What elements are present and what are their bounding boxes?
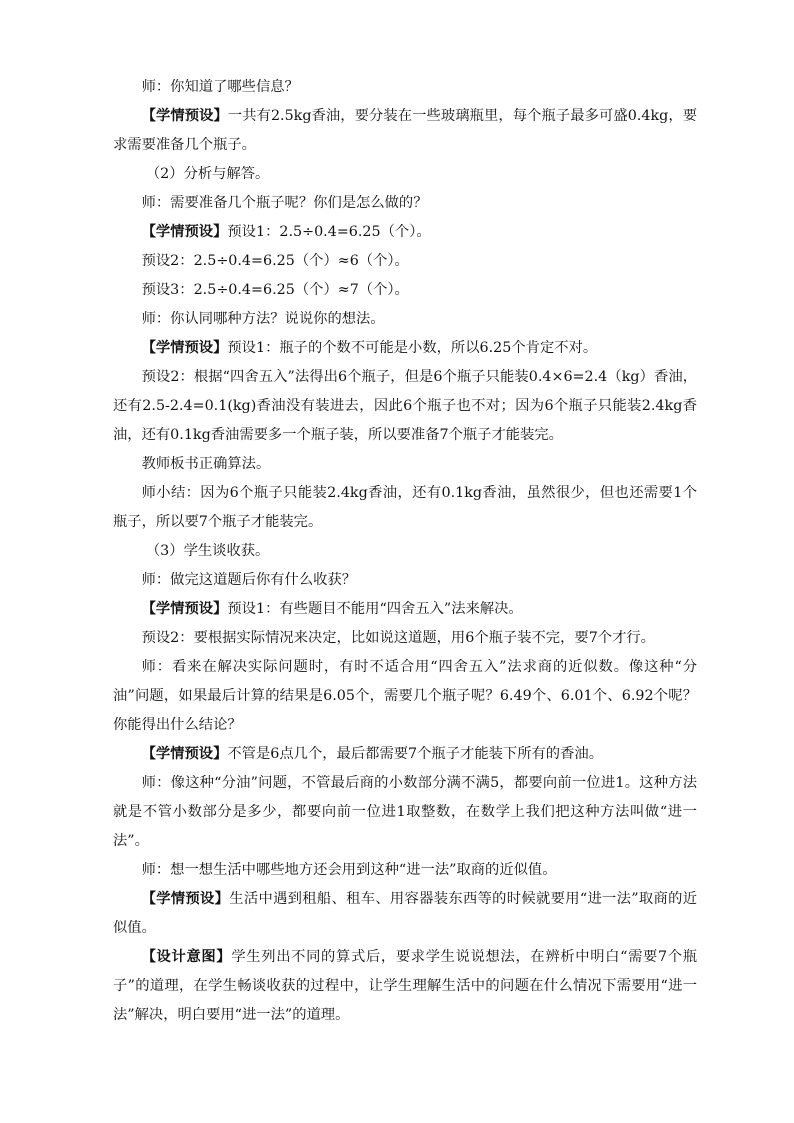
- paragraph: [113, 624, 697, 653]
- paragraph-text: 师小结：因为6个瓶子只能装2.4kg香油，还有0.1kg香油，虽然很少，但也还需要1个瓶子，所以要7个瓶子才能装完。: [113, 485, 697, 530]
- section-tag: 【学情预设】: [141, 340, 228, 356]
- paragraph-text: 学生列出不同的算式后，要求学生说说想法，在辨析中明白“需要7个瓶子”的道理，在学生畅谈收获的过程中，让学生理解生活中的问题在什么情况下需要用“进一法”解决，明白要用“进一法”的道理。: [113, 949, 698, 1023]
- paragraph: [113, 73, 697, 102]
- paragraph-text: 师：做完这道题后你有什么收获？: [141, 572, 357, 588]
- paragraph-text: 生活中遇到租船、租车、用容器装东西等的时候就要用“进一法”取商的近似值。: [113, 891, 698, 936]
- paragraph-text: 预设1：有些题目不能用“四舍五入”法来解决。: [227, 601, 523, 617]
- section-tag: 【设计意图】: [141, 949, 232, 965]
- paragraph-text: 一共有2.5kg香油，要分装在一些玻璃瓶里，每个瓶子最多可盛0.4kg，要求需要准备几个瓶子。: [113, 108, 698, 153]
- paragraph-text: 预设1：瓶子的个数不可能是小数，所以6.25个肯定不对。: [227, 340, 598, 356]
- paragraph: [113, 189, 697, 218]
- paragraph-text: 师：需要准备几个瓶子呢？你们是怎么做的？: [141, 195, 428, 211]
- paragraph-text: 预设2：2.5÷0.4=6.25（个）≈6（个）。: [141, 253, 409, 269]
- section-tag: 【学情预设】: [141, 108, 228, 124]
- paragraph: [113, 885, 697, 943]
- paragraph-text: 教师板书正确算法。: [141, 456, 271, 472]
- paragraph: [113, 856, 697, 885]
- paragraph-text: 预设2：要根据实际情况来决定，比如说这道题，用6个瓶子装不完，要7个才行。: [141, 630, 655, 646]
- section-tag: 【学情预设】: [141, 891, 230, 907]
- paragraph: [113, 769, 697, 856]
- paragraph: [113, 305, 697, 334]
- paragraph-text: 预设2：根据“四舍五入”法得出6个瓶子，但是6个瓶子只能装0.4×6=2.4（kg）香油，还有2.5-2.4=0.1(kg)香油没有装进去，因此6个瓶子也不对；因为6个瓶子只能装2.4kg香油，还有0.1kg香油需要多一个瓶子装，所以要准备7个瓶子才能装完。: [113, 369, 697, 443]
- paragraph: [113, 537, 697, 566]
- paragraph-text: 师：想一想生活中哪些地方还会用到这种“进一法”取商的近似值。: [141, 862, 557, 878]
- paragraph: [113, 160, 697, 189]
- paragraph: [113, 247, 697, 276]
- paragraph: [113, 276, 697, 305]
- paragraph: [113, 740, 697, 769]
- paragraph: [113, 943, 697, 1030]
- section-tag: 【学情预设】: [141, 601, 228, 617]
- paragraph-text: 预设1：2.5÷0.4=6.25（个）。: [227, 224, 431, 240]
- paragraph-text: 师：你认同哪种方法？说说你的想法。: [141, 311, 385, 327]
- paragraph-text: （2）分析与解答。: [145, 166, 270, 182]
- paragraph-text: 不管是6点几个，最后都需要7个瓶子才能装下所有的香油。: [227, 746, 603, 762]
- section-tag: 【学情预设】: [141, 746, 228, 762]
- lesson-text: [113, 73, 697, 1030]
- paragraph-text: （3）学生谈收获。: [145, 543, 270, 559]
- paragraph: [113, 653, 697, 740]
- paragraph: [113, 595, 697, 624]
- paragraph: [113, 363, 697, 450]
- paragraph: [113, 479, 697, 537]
- paragraph: [113, 450, 697, 479]
- paragraph-text: 师：看来在解决实际问题时，有时不适合用“四舍五入”法求商的近似数。像这种“分油”问题，如果最后计算的结果是6.05个，需要几个瓶子呢？6.49个、6.01个、6.92个呢？你能得出什么结论？: [113, 659, 697, 733]
- paragraph: [113, 334, 697, 363]
- section-tag: 【学情预设】: [141, 224, 228, 240]
- paragraph-text: 师：像这种“分油”问题，不管最后商的小数部分满不满5，都要向前一位进1。这种方法就是不管小数部分是多少，都要向前一位进1取整数，在数学上我们把这种方法叫做“进一法”。: [113, 775, 697, 849]
- paragraph: [113, 102, 697, 160]
- paragraph-text: 预设3：2.5÷0.4=6.25（个）≈7（个）。: [141, 282, 409, 298]
- paragraph: [113, 218, 697, 247]
- paragraph: [113, 566, 697, 595]
- paragraph-text: 师：你知道了哪些信息？: [141, 79, 299, 95]
